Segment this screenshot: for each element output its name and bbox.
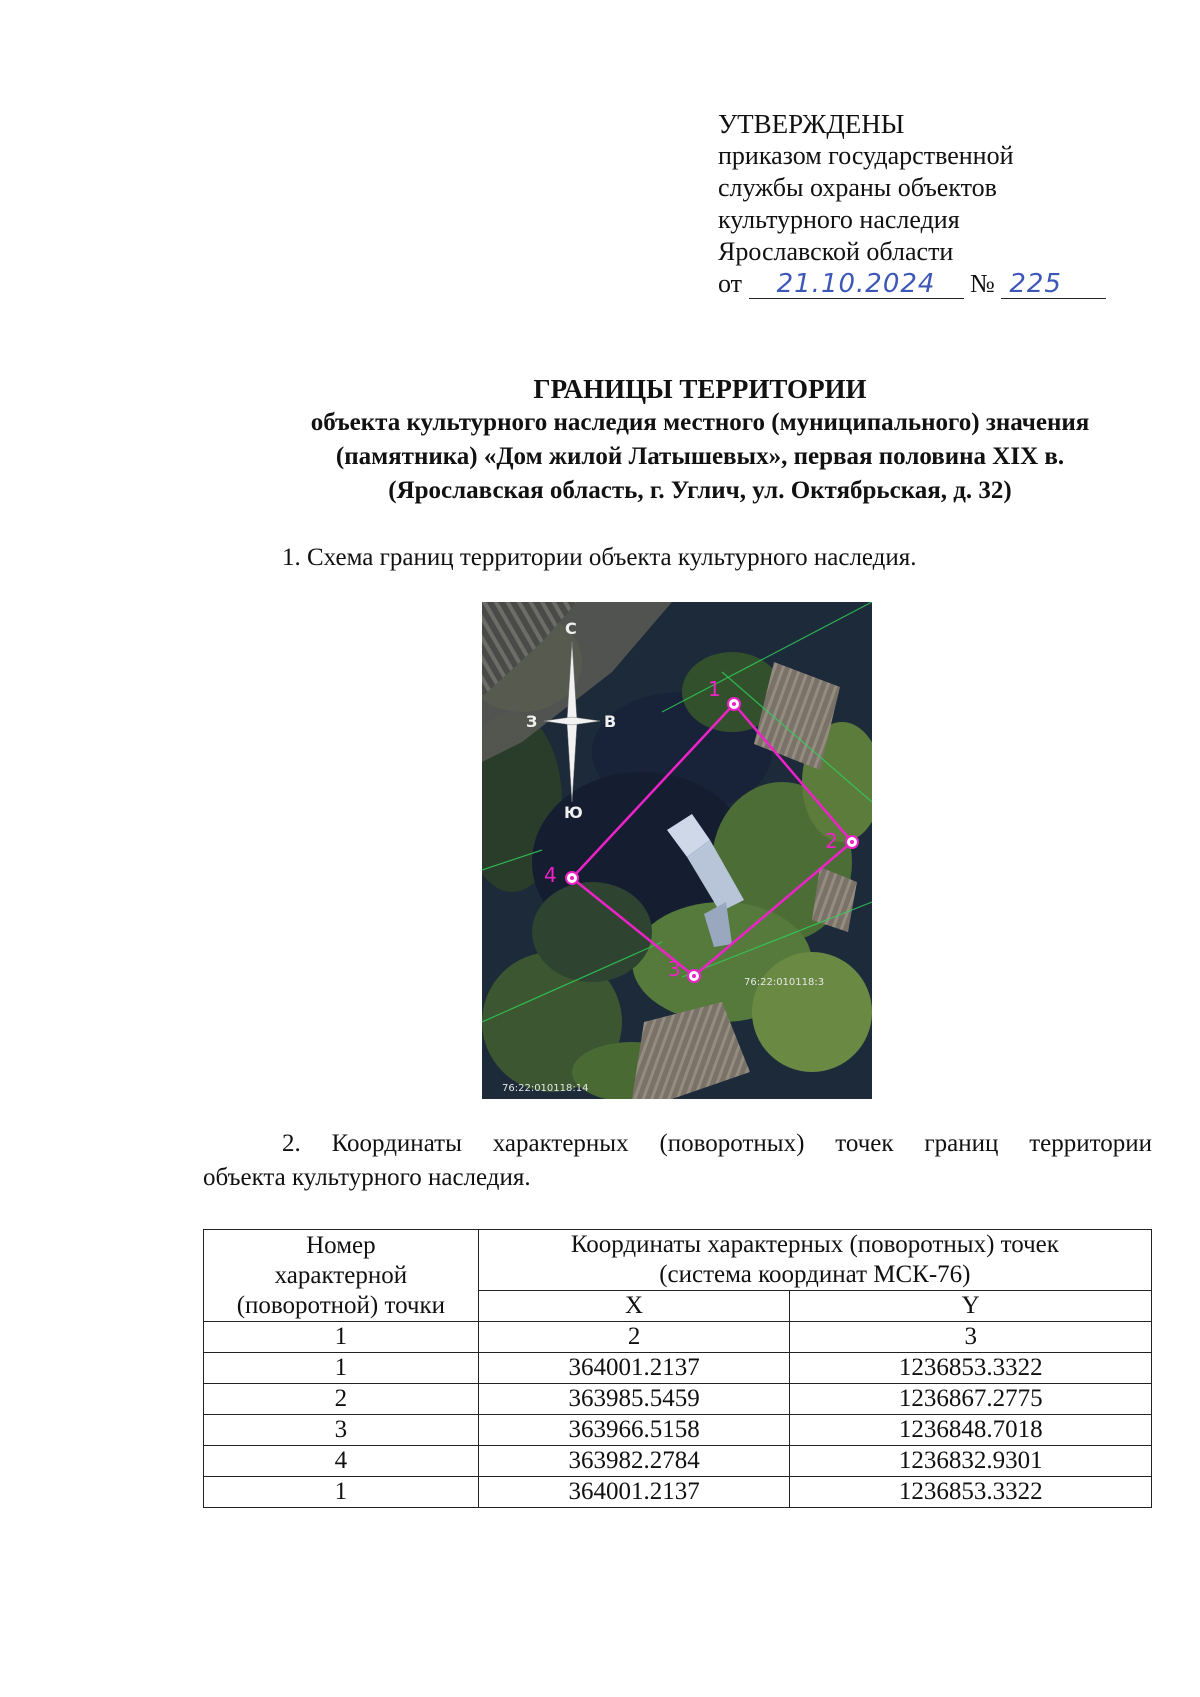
title-line: объекта культурного наследия местного (муниципального) значения [310, 409, 1090, 436]
table-cell: 364001.2137 [478, 1477, 790, 1508]
approval-line: Ярославской области [718, 237, 954, 266]
table-row [204, 1353, 1152, 1384]
document-title-block [200, 372, 1200, 508]
table-cell: 1 [204, 1477, 479, 1508]
table-cell: 2 [204, 1384, 479, 1415]
table-cell: 363982.2784 [478, 1446, 790, 1477]
document-title: ГРАНИЦЫ ТЕРРИТОРИИ [533, 374, 867, 404]
table-cell: 364001.2137 [478, 1353, 790, 1384]
table-cell: 3 [790, 1322, 1152, 1353]
table-cell: 1236853.3322 [790, 1353, 1152, 1384]
table-cell: 1 [204, 1353, 479, 1384]
approval-date-row [718, 268, 1118, 300]
table-cell: 4 [204, 1446, 479, 1477]
table-cell: 363966.5158 [478, 1415, 790, 1446]
table-cell: 1236832.9301 [790, 1446, 1152, 1477]
compass-south: Ю [564, 803, 583, 822]
table-cell: 3 [204, 1415, 479, 1446]
approval-heading: УТВЕРЖДЕНЫ [718, 109, 905, 139]
approval-block [718, 108, 1118, 300]
header-y: Y [790, 1291, 1152, 1322]
date-prefix: от [718, 269, 743, 298]
map-svg [482, 602, 872, 1099]
table-row [204, 1415, 1152, 1446]
date-field [749, 268, 964, 299]
compass-west: З [526, 712, 538, 731]
approval-line: культурного наследия [718, 205, 960, 234]
handwritten-number: 225 [1009, 269, 1062, 299]
header-point-number: Номер характерной (поворотной) точки [204, 1230, 479, 1322]
header-coordinates: Координаты характерных (поворотных) точек (система координат МСК-76) [478, 1230, 1151, 1291]
table-cell: 1 [204, 1322, 479, 1353]
table-cell: 2 [478, 1322, 790, 1353]
table-row [204, 1477, 1152, 1508]
table-row [204, 1384, 1152, 1415]
parcel-label: 76:22:010118:14 [502, 1083, 589, 1094]
title-line: (памятника) «Дом жилой Латышевых», первая половина XIX в. [335, 443, 1065, 470]
table-index-row [204, 1322, 1152, 1353]
section-2-heading-line-1: 2. Координаты характерных (поворотных) точек границ территории [282, 1130, 1152, 1157]
section-1-heading: 1. Схема границ территории объекта культурного наследия. [282, 544, 917, 571]
handwritten-date: 21.10.2024 [776, 269, 936, 299]
point-label: 3 [668, 957, 681, 981]
point-label: 2 [825, 829, 838, 853]
number-label: № [970, 269, 995, 298]
table-row [204, 1446, 1152, 1477]
title-line: (Ярославская область, г. Углич, ул. Октябрьская, д. 32) [388, 477, 1012, 504]
compass-east: В [604, 712, 617, 731]
point-label: 1 [708, 677, 721, 701]
table-cell: 1236867.2775 [790, 1384, 1152, 1415]
parcel-label: 76:22:010118:3 [744, 977, 825, 988]
approval-line: службы охраны объектов [718, 173, 997, 202]
number-field [1001, 268, 1106, 299]
boundary-scheme-map [482, 602, 872, 1099]
table-cell: 1236853.3322 [790, 1477, 1152, 1508]
point-label: 4 [544, 863, 557, 887]
header-x: X [478, 1291, 790, 1322]
approval-line: приказом государственной [718, 141, 1014, 170]
table-cell: 363985.5459 [478, 1384, 790, 1415]
section-2-heading-line-2: объекта культурного наследия. [203, 1164, 531, 1191]
coordinates-table [203, 1229, 1152, 1508]
table-cell: 1236848.7018 [790, 1415, 1152, 1446]
compass-north: С [565, 619, 577, 638]
